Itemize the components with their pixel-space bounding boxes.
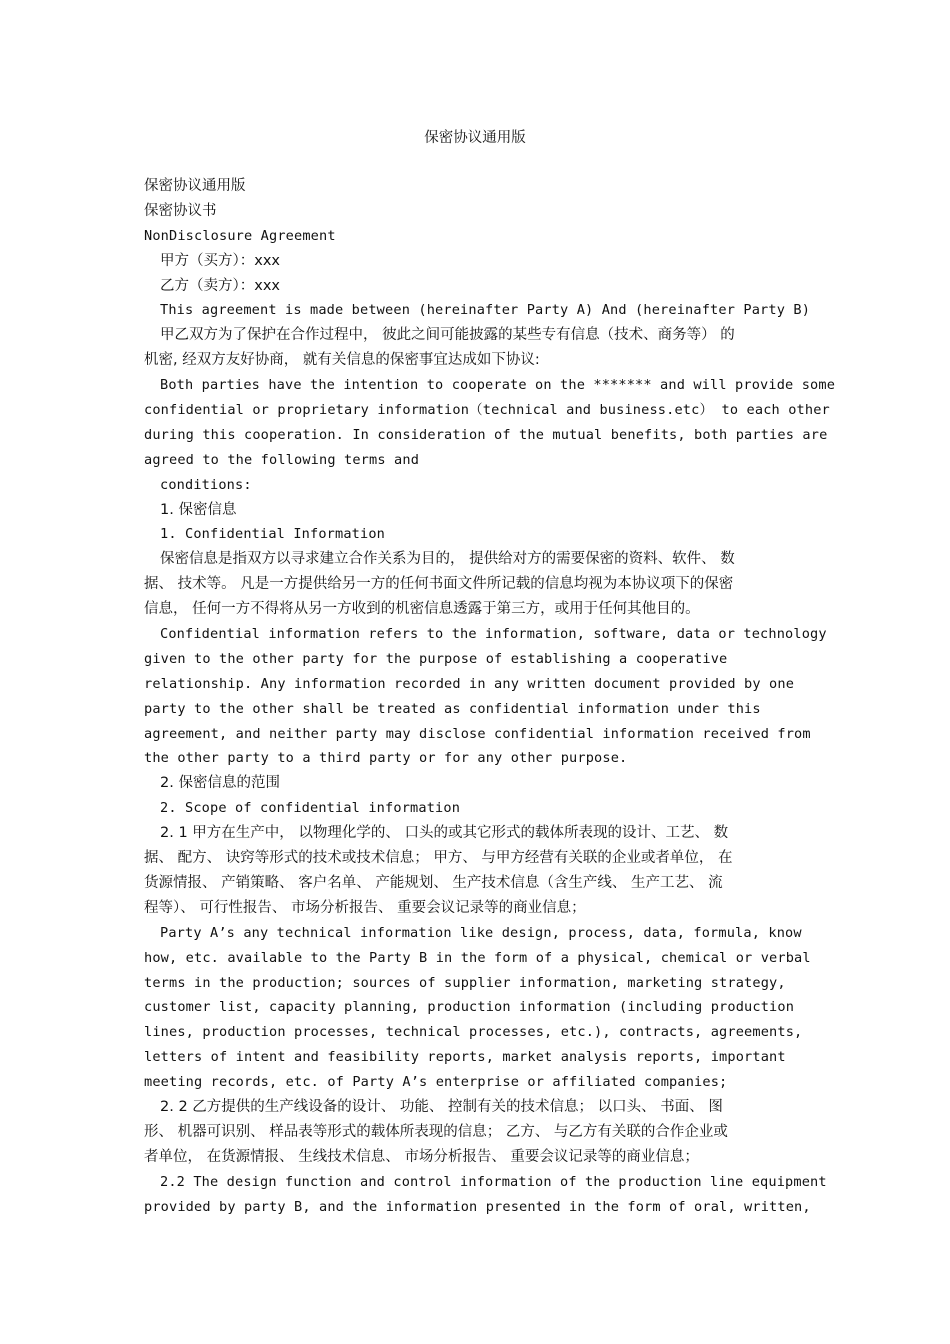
text-line: 形、 机器可识别、 样品表等形式的载体所表现的信息； 乙方、 与乙方有关联的合作企业或 [144, 1123, 728, 1140]
text-line: 货源情报、 产销策略、 客户名单、 产能规划、 生产技术信息（含生产线、 生产工艺、 流 [144, 874, 723, 891]
text-line: 甲乙双方为了保护在合作过程中， 彼此之间可能披露的某些专有信息（技术、商务等） 的 [160, 327, 735, 344]
text-line: 据、 技术等。 凡是一方提供给另一方的任何书面文件所记载的信息均视为本协议项下的保密 [144, 576, 734, 593]
text-line: 2. Scope of confidential information [160, 800, 461, 817]
text-line: provided by party B, and the information presented in the form of oral, written, [144, 1198, 811, 1215]
text-line: 乙方（卖方）：xxx [160, 277, 280, 294]
document-body [144, 174, 836, 1219]
document-title: 保密协议通用版 [424, 130, 526, 146]
text-line: 2. 保密信息的范围 [160, 775, 280, 792]
text-line: during this cooperation. In consideration of the mutual benefits, both parties are [144, 426, 828, 443]
text-line: terms in the production; sources of supplier information, marketing strategy, [144, 974, 786, 991]
text-line: Confidential information refers to the information, software, data or technology [160, 626, 827, 643]
text-line: NonDisclosure Agreement [144, 227, 336, 244]
text-line: given to the other party for the purpose of establishing a cooperative [144, 650, 728, 667]
text-line: agreement, and neither party may disclose confidential information received from [144, 725, 811, 742]
text-line: 2. 2 乙方提供的生产线设备的设计、 功能、 控制有关的技术信息； 以口头、 书面、 图 [160, 1098, 723, 1115]
text-line: letters of intent and feasibility reports, market analysis reports, important [144, 1049, 786, 1066]
text-line: lines, production processes, technical processes, etc.), contracts, agreements, [144, 1024, 803, 1041]
text-line: 2. 1 甲方在生产中， 以物理化学的、 口头的或其它形式的载体所表现的设计、工艺、 数 [160, 825, 729, 842]
text-line: 1. 保密信息 [160, 501, 237, 518]
text-line: This agreement is made between (hereinafter Party A) And (hereinafter Party B) [160, 302, 811, 319]
text-line: 保密协议书 [144, 202, 217, 219]
text-line: Both parties have the intention to cooperate on the ******* and will provide some [160, 377, 836, 394]
text-line: 1. Confidential Information [160, 526, 386, 543]
text-line: confidential or proprietary information（technical and business.etc） to each other [144, 402, 830, 419]
text-line: party to the other shall be treated as confidential information under this [144, 700, 761, 717]
text-line: meeting records, etc. of Party A’s enterprise or affiliated companies; [144, 1074, 728, 1091]
text-line: 者单位， 在货源情报、 生线技术信息、 市场分析报告、 重要会议记录等的商业信息； [144, 1148, 699, 1165]
text-line: conditions: [160, 476, 252, 493]
text-line: relationship. Any information recorded in any written document provided by one [144, 675, 795, 692]
text-line: 信息， 任何一方不得将从另一方收到的机密信息透露于第三方，或用于任何其他目的。 [144, 601, 700, 618]
text-line: 保密协议通用版 [144, 178, 246, 194]
text-line: agreed to the following terms and [144, 451, 420, 468]
text-line: the other party to a third party or for any other purpose. [144, 750, 628, 767]
text-line: 保密信息是指双方以寻求建立合作关系为目的， 提供给对方的需要保密的资料、软件、 数 [160, 551, 735, 568]
text-line: 机密, 经双方友好协商， 就有关信息的保密事宜达成如下协议: [144, 352, 540, 369]
text-line: how, etc. available to the Party B in the form of a physical, chemical or verbal [144, 949, 811, 966]
text-line: 据、 配方、 诀窍等形式的技术或技术信息； 甲方、 与甲方经营有关联的企业或者单位， 在 [144, 850, 733, 867]
text-line: Party A’s any technical information like design, process, data, formula, know [160, 924, 802, 941]
text-line: 程等）、 可行性报告、 市场分析报告、 重要会议记录等的商业信息； [144, 899, 586, 916]
text-line: 甲方（买方）：xxx [160, 252, 280, 269]
text-line: 2.2 The design function and control information of the production line equipment [160, 1173, 827, 1190]
text-line: customer list, capacity planning, production information (including production [144, 999, 795, 1016]
